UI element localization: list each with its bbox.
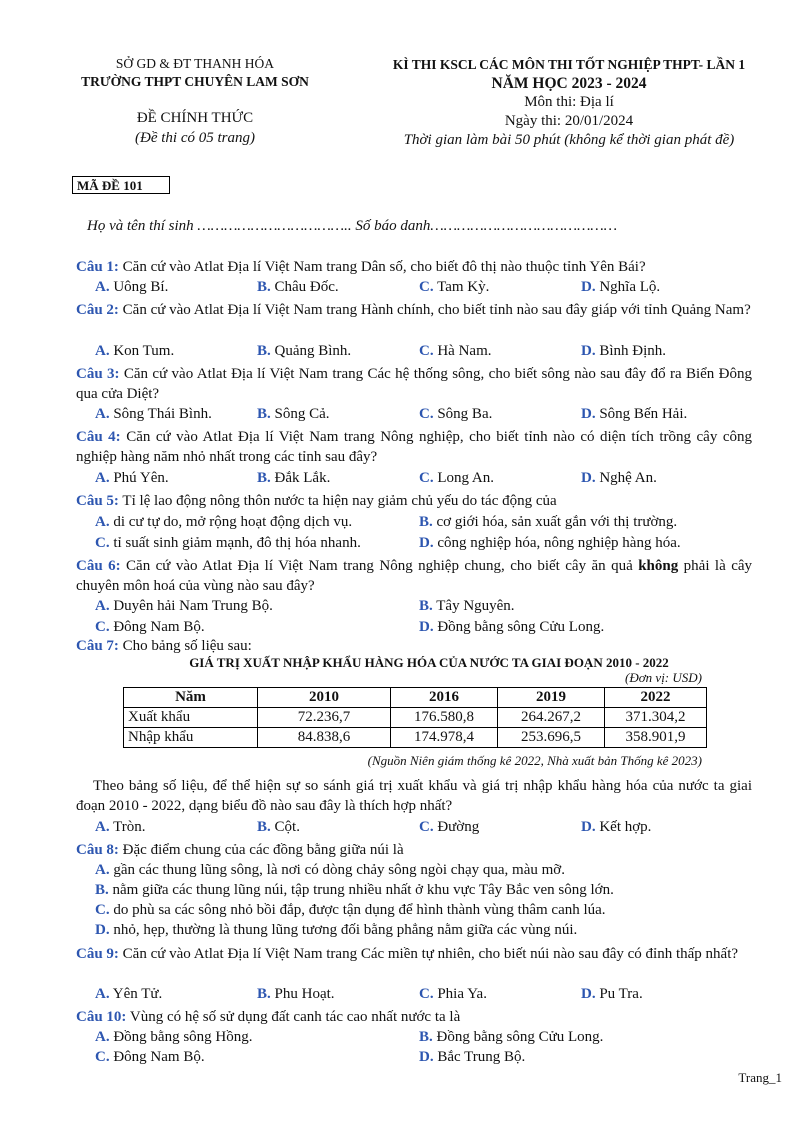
exam-date: Ngày thi: 20/01/2024: [504, 113, 634, 129]
question-8: Câu 8: Đặc điểm chung của các đồng bằng giữa núi là: [76, 842, 404, 858]
q5-option-b[interactable]: B. cơ giới hóa, sản xuất gắn với thị trường.: [419, 514, 678, 530]
q2-option-c[interactable]: C. Hà Nam.: [419, 343, 492, 359]
q3-option-d[interactable]: D. Sông Bến Hải.: [581, 406, 688, 422]
q6-option-d[interactable]: D. Đồng bằng sông Cửu Long.: [419, 619, 605, 635]
q9-option-c[interactable]: C. Phia Ya.: [419, 986, 487, 1002]
q6-option-a[interactable]: A. Duyên hải Nam Trung Bộ.: [95, 598, 273, 614]
q7-option-d[interactable]: D. Kết hợp.: [581, 819, 652, 835]
q10-option-d[interactable]: D. Bắc Trung Bộ.: [419, 1049, 526, 1065]
candidate-id-label: Số báo danh: [355, 218, 431, 234]
q3-option-a[interactable]: A. Sông Thái Bình.: [95, 406, 212, 422]
q2-option-b[interactable]: B. Quảng Bình.: [257, 343, 352, 359]
table-header-cell: 2022: [605, 688, 707, 708]
table-header-cell: 2010: [258, 688, 391, 708]
header-left: [60, 55, 330, 91]
page-number: Trang_1: [738, 1070, 782, 1085]
q10-option-a[interactable]: A. Đồng bằng sông Hồng.: [95, 1029, 253, 1045]
table-cell: 371.304,2: [605, 708, 707, 728]
table-cell: 264.267,2: [498, 708, 605, 728]
question-2: Câu 2: Căn cứ vào Atlat Địa lí Việt Nam trang Hành chính, cho biết tỉnh nào sau đây giáp với tỉnh Quảng Nam?: [76, 302, 751, 318]
candidate-name-field: ……………………………..: [193, 218, 356, 234]
q1-option-b[interactable]: B. Châu Đốc.: [257, 279, 339, 295]
question-5: Câu 5: Tỉ lệ lao động nông thôn nước ta hiện nay giảm chủ yếu do tác động của: [76, 493, 557, 509]
question-7-prompt: Theo bảng số liệu, để thể hiện sự so sánh giá trị xuất khẩu và giá trị nhập khẩu hàng hóa của nước ta giai đoạn 2010 - 2022, dạng biểu đồ nào sau đây là thích hợp nhất?: [76, 778, 752, 814]
q7-option-c[interactable]: C. Đường: [419, 819, 480, 835]
table-title: GIÁ TRỊ XUẤT NHẬP KHẨU HÀNG HÓA CỦA NƯỚC TA GIAI ĐOẠN 2010 - 2022: [189, 655, 669, 670]
q5-option-d[interactable]: D. công nghiệp hóa, nông nghiệp hàng hóa.: [419, 535, 681, 551]
q7-option-a[interactable]: A. Tròn.: [95, 819, 146, 835]
exam-status: [60, 108, 330, 148]
q4-option-c[interactable]: C. Long An.: [419, 470, 495, 486]
question-6: Câu 6: Căn cứ vào Atlat Địa lí Việt Nam trang Nông nghiệp chung, cho biết cây ăn quả không phải là cây chuyên môn hoá của vùng nào sau đây?: [76, 558, 753, 594]
q1-option-c[interactable]: C. Tam Kỳ.: [419, 279, 490, 295]
subject: Môn thi: Địa lí: [524, 94, 614, 110]
exam-title: KÌ THI KSCL CÁC MÔN THI TỐT NGHIỆP THPT- LẦN 1: [392, 57, 746, 72]
q5-option-c[interactable]: C. tỉ suất sinh giảm mạnh, đô thị hóa nhanh.: [95, 535, 361, 551]
q2-option-d[interactable]: D. Bình Định.: [581, 343, 667, 359]
q8-option-d[interactable]: D. nhỏ, hẹp, thường là thung lũng tương đối bằng phẳng nằm giữa các vùng núi.: [95, 922, 578, 938]
department-name: SỞ GD & ĐT THANH HÓA: [115, 56, 275, 71]
candidate-id-field: ……………………………………: [430, 218, 618, 234]
q9-option-d[interactable]: D. Pu Tra.: [581, 986, 643, 1002]
q4-option-a[interactable]: A. Phú Yên.: [95, 470, 169, 486]
table-cell: 174.978,4: [391, 728, 498, 748]
table-header-cell: 2019: [498, 688, 605, 708]
exam-duration: Thời gian làm bài 50 phút (không kể thời gian phát đề): [403, 132, 735, 148]
q8-option-a[interactable]: A. gần các thung lũng sông, là nơi có dòng chảy sông ngòi chạy qua, màu mỡ.: [95, 862, 565, 878]
table-cell: Nhập khẩu: [124, 728, 258, 748]
q4-option-b[interactable]: B. Đắk Lắk.: [257, 470, 331, 486]
q5-option-a[interactable]: A. di cư tự do, mở rộng hoạt động dịch vụ.: [95, 514, 353, 530]
q6-option-c[interactable]: C. Đông Nam Bộ.: [95, 619, 205, 635]
table-row: [124, 708, 707, 728]
q3-option-c[interactable]: C. Sông Ba.: [419, 406, 493, 422]
table-cell: Xuất khẩu: [124, 708, 258, 728]
school-name: TRƯỜNG THPT CHUYÊN LAM SƠN: [81, 74, 309, 89]
export-import-table: [123, 687, 707, 748]
q8-option-c[interactable]: C. do phù sa các sông nhỏ bồi đắp, được tận dụng để hình thành vùng thâm canh lúa.: [95, 902, 606, 918]
table-cell: 253.696,5: [498, 728, 605, 748]
q1-option-a[interactable]: A. Uông Bí.: [95, 279, 169, 295]
table-header-row: [124, 688, 707, 708]
candidate-info: [87, 216, 617, 236]
q10-option-b[interactable]: B. Đồng bằng sông Cửu Long.: [419, 1029, 604, 1045]
q10-option-c[interactable]: C. Đông Nam Bộ.: [95, 1049, 205, 1065]
q7-option-b[interactable]: B. Cột.: [257, 819, 300, 835]
question-10: Câu 10: Vùng có hệ số sử dụng đất canh tác cao nhất nước ta là: [76, 1009, 461, 1025]
question-4: Câu 4: Căn cứ vào Atlat Địa lí Việt Nam trang Nông nghiệp, cho biết tỉnh nào có diện tích trồng cây công nghiệp hàng năm nhỏ nhất trong các tỉnh sau đây?: [76, 429, 753, 465]
question-1: Câu 1: Căn cứ vào Atlat Địa lí Việt Nam trang Dân số, cho biết đô thị nào thuộc tỉnh Yên Bái?: [76, 259, 646, 275]
table-cell: 84.838,6: [258, 728, 391, 748]
candidate-name-label: Họ và tên thí sinh: [87, 218, 194, 234]
table-cell: 176.580,8: [391, 708, 498, 728]
question-9: Câu 9: Căn cứ vào Atlat Địa lí Việt Nam trang Các miền tự nhiên, cho biết núi nào sau đây có đỉnh thấp nhất?: [76, 946, 739, 962]
question-7: Câu 7: Cho bảng số liệu sau:: [76, 638, 252, 654]
q3-option-b[interactable]: B. Sông Cả.: [257, 406, 330, 422]
table-unit: (Đơn vị: USD): [625, 670, 702, 685]
question-3: Câu 3: Căn cứ vào Atlat Địa lí Việt Nam trang Các hệ thống sông, cho biết sông nào sau đây đổ ra Biển Đông qua cửa Diệt?: [76, 366, 752, 402]
table-header-cell: 2016: [391, 688, 498, 708]
q8-option-b[interactable]: B. nằm giữa các thung lũng núi, tập trung nhiều nhất ở khu vực Tây Bắc ven sông lớn.: [95, 882, 614, 898]
table-cell: 72.236,7: [258, 708, 391, 728]
page-count: (Đề thi có 05 trang): [135, 130, 255, 146]
q4-option-d[interactable]: D. Nghệ An.: [581, 470, 657, 486]
q2-option-a[interactable]: A. Kon Tum.: [95, 343, 175, 359]
q9-option-b[interactable]: B. Phu Hoạt.: [257, 986, 335, 1002]
q9-option-a[interactable]: A. Yên Tử.: [95, 986, 163, 1002]
q6-option-b[interactable]: B. Tây Nguyên.: [419, 598, 515, 614]
header-right: [368, 55, 770, 150]
official-label: ĐỀ CHÍNH THỨC: [136, 110, 254, 126]
table-source: (Nguồn Niên giám thống kê 2022, Nhà xuất bản Thống kê 2023): [367, 753, 702, 768]
q1-option-d[interactable]: D. Nghĩa Lộ.: [581, 279, 661, 295]
table-header-cell: Năm: [124, 688, 258, 708]
table-row: [124, 728, 707, 748]
table-cell: 358.901,9: [605, 728, 707, 748]
exam-code-box: MÃ ĐỀ 101: [72, 176, 170, 194]
school-year: NĂM HỌC 2023 - 2024: [491, 75, 647, 92]
